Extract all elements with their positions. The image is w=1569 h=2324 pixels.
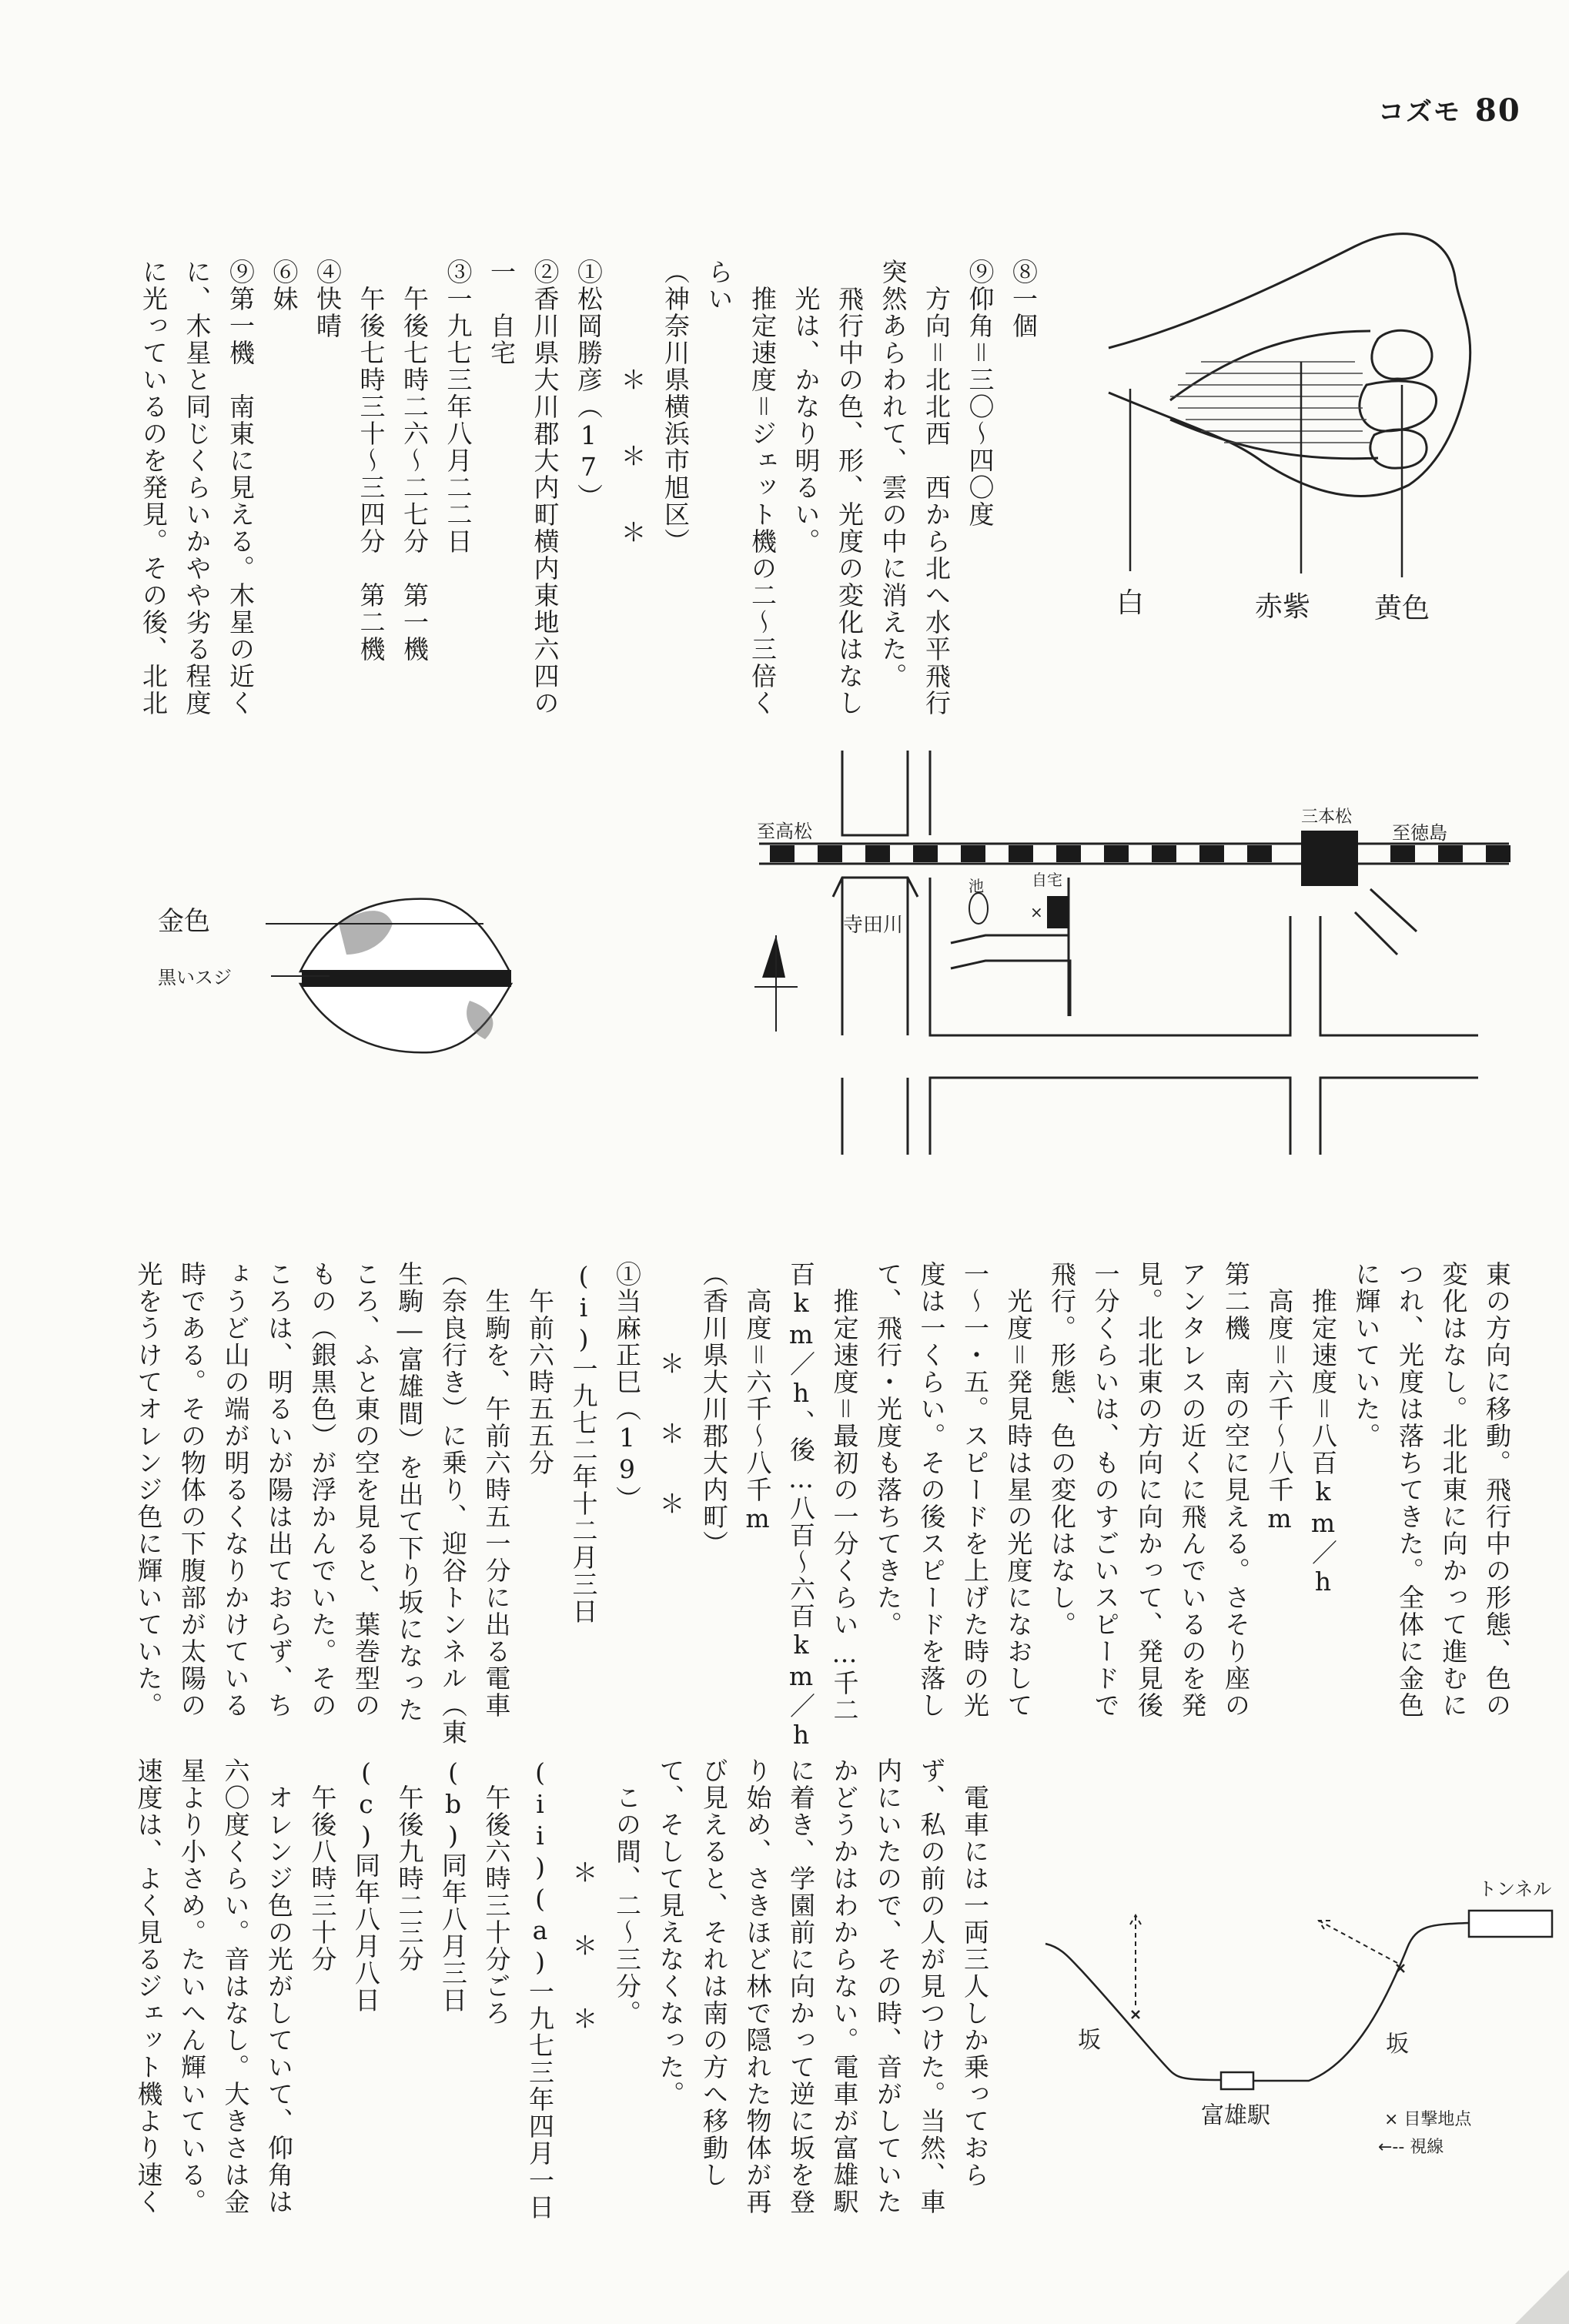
sightline-arrow-1 — [1130, 1915, 1141, 2005]
text-column: ③一九七三年八月二二日 — [443, 259, 473, 555]
sighting-mark-1 — [1132, 2011, 1139, 2018]
area-map — [754, 751, 1510, 1155]
text-column: 午後七時二六～二七分 第一機 — [400, 259, 430, 663]
comet-label-red-purple: 赤紫 — [1255, 591, 1311, 623]
text-column: もの（銀黒色）が浮かんでいた。その — [307, 1261, 338, 1719]
rail-tie — [961, 845, 985, 862]
text-column: つれ、光度は落ちてきた。全体に金色 — [1395, 1261, 1425, 1719]
text-column: 変化はなし。北北東に向かって進むに — [1438, 1261, 1469, 1719]
text-column: 突然あらわれて、雲の中に消えた。 — [878, 259, 908, 690]
text-column: 生駒を、午前六時五一分に出る電車 — [481, 1261, 512, 1719]
rail-tie — [865, 845, 890, 862]
text-column: オレンジ色の光がしていて、仰角は — [264, 1757, 294, 2215]
map-label-home: 自宅 — [1032, 871, 1062, 889]
text-column: 東の方向に移動。飛行中の形態、色の — [1482, 1261, 1512, 1719]
text-column: 時である。その物体の下腹部が太陽の — [177, 1261, 207, 1719]
text-column: 高度＝六千～八千m — [1264, 1261, 1295, 1535]
text-column: ころは、明るいが陽は出ておらず、ち — [264, 1261, 294, 1719]
text-column: 生駒―富雄間）を出て下り坂になった — [394, 1261, 425, 1724]
station-box — [1221, 2072, 1253, 2089]
comet-bubble-top — [1372, 330, 1432, 379]
rail-tie — [1056, 845, 1081, 862]
text-column: この間、二～三分。 — [612, 1757, 642, 2027]
text-column: (c)同年八月八日 — [351, 1757, 381, 2014]
north-arrow-head — [762, 935, 785, 978]
text-column: 第二機 南の空に見える。さそり座の — [1221, 1261, 1251, 1719]
railway-label-tunnel: トンネル — [1478, 1878, 1552, 1900]
rail-tie — [818, 845, 842, 862]
comet-bubble-middle — [1360, 381, 1437, 431]
text-column: (i)一九七二年十二月三日 — [568, 1261, 599, 1625]
text-column: に輝いていた。 — [1351, 1261, 1382, 1450]
text-column: 度は一くらい。その後スピードを落し — [916, 1261, 947, 1719]
text-column: 午後六時三十分ごろ — [481, 1757, 512, 2027]
map-home-mark: × — [1030, 903, 1043, 921]
tunnel-box — [1469, 1911, 1552, 1937]
comet-shading-hatching — [1170, 362, 1370, 443]
text-column: ⑧一個 — [1009, 259, 1039, 339]
text-column: ①松岡勝彦（17） — [574, 259, 604, 510]
text-column: （香川県大川郡大内町） — [699, 1261, 729, 1557]
text-column: 推定速度＝最初の一分くらい…千二 — [829, 1261, 860, 1724]
text-block-top — [132, 259, 1045, 717]
text-column: び見えると、それは南の方へ移動し — [699, 1757, 729, 2189]
text-column: 一～一・五。スピードを上げた時の光 — [960, 1261, 990, 1719]
text-column: ころ、ふと東の空を見ると、葉巻型の — [351, 1261, 381, 1719]
text-column: ⑨仰角＝三〇～四〇度 — [965, 259, 995, 528]
text-column: 高度＝六千～八千m — [742, 1261, 773, 1535]
comet-inner-outline — [1170, 331, 1378, 459]
text-column: 六〇度くらい。音はなし。大きさは金 — [220, 1757, 251, 2215]
text-column: 方向＝北北西 西から北へ水平飛行 — [922, 259, 952, 717]
railway-label-station: 富雄駅 — [1201, 2102, 1270, 2129]
text-column: らい — [704, 259, 734, 313]
text-column: 飛行。形態、色の変化はなし。 — [1047, 1261, 1077, 1638]
text-column: 一 自宅 — [487, 259, 517, 366]
text-column: 午後七時三十～三四分 第二機 — [356, 259, 386, 663]
rail-tie — [1390, 845, 1415, 862]
railway-diagram — [1045, 1911, 1552, 2089]
text-column: （奈良行き）に乗り、迎谷トンネル（東 — [438, 1261, 468, 1746]
text-column: に、木星と同じくらいかやや劣る程度 — [182, 259, 212, 717]
text-column: り始め、さきほど林で隠れた物体が再 — [742, 1757, 773, 2215]
text-column: 午後九時二三分 — [394, 1757, 425, 1973]
text-column: ②香川県大川郡大内町横内東地六四の — [530, 259, 560, 717]
text-column: 光をうけてオレンジ色に輝いていた。 — [133, 1261, 164, 1719]
rail-tie — [770, 845, 795, 862]
section-separator: ＊＊＊ — [568, 1859, 599, 2078]
rail-tie — [1247, 845, 1272, 862]
running-header — [1378, 91, 1521, 129]
comet-label-white: 白 — [1116, 587, 1145, 619]
disc-label-black-stripe: 黒いスジ — [158, 967, 232, 988]
text-column: 推定速度＝ジェット機の二～三倍く — [748, 259, 778, 717]
text-column: て、そして見えなくなった。 — [655, 1757, 686, 2108]
text-column: 午前六時五五分 — [525, 1261, 555, 1476]
text-column: 光は、かなり明るい。 — [791, 259, 821, 555]
map-label-to-takamatsu: 至高松 — [757, 821, 812, 842]
text-column: ょうど山の端が明るくなりかけている — [220, 1261, 251, 1719]
text-column: 星より小さめ。たいへん輝いている。 — [177, 1757, 207, 2215]
railway-legend-sightline: ←-- 視線 — [1378, 2138, 1444, 2157]
text-column: 飛行中の色、形、光度の変化はなし — [835, 259, 865, 717]
rail-tie — [1438, 845, 1463, 862]
rail-tie — [1486, 845, 1510, 862]
disc-black-stripe — [302, 970, 511, 987]
comet-label-yellow: 黄色 — [1374, 593, 1430, 624]
map-label-to-tokushima: 至徳島 — [1392, 822, 1447, 844]
rail-tie — [1199, 845, 1224, 862]
railway-label-slope-right: 坂 — [1386, 2031, 1409, 2058]
text-column: (b)同年八月三日 — [438, 1757, 468, 2014]
railway-legend-sighting: × 目撃地点 — [1384, 2110, 1472, 2129]
text-column: 百km／h、後…八百～六百km／h — [786, 1261, 816, 1751]
text-column: 電車には一両三人しか乗っておら — [960, 1757, 990, 2189]
text-column: 速度は、よく見るジェット機より速く — [133, 1757, 164, 2215]
disc-label-gold: 金色 — [158, 906, 210, 937]
railway-label-slope-left: 坂 — [1078, 2027, 1101, 2054]
text-column: （神奈川県横浜市旭区） — [661, 259, 691, 555]
rail-tie — [1104, 845, 1129, 862]
text-column: ず、私の前の人が見つけた。当然、車 — [916, 1757, 947, 2215]
text-column: ①当麻正巳（19） — [612, 1261, 642, 1513]
text-column: 見。北北東の方向に向かって、発見後 — [1134, 1261, 1164, 1719]
sanbonmatsu-station — [1301, 831, 1358, 886]
page-curl — [1515, 2270, 1569, 2324]
railway-track-ties — [770, 845, 1510, 862]
rail-tie — [1152, 845, 1176, 862]
text-column: 内にいたので、その時、音がしていた — [873, 1757, 903, 2215]
magazine-name: コズモ — [1378, 97, 1461, 128]
comet-outer-outline — [1109, 234, 1470, 497]
page-number: 80 — [1475, 92, 1521, 129]
text-block-middle — [126, 1261, 1518, 1751]
text-column: ⑥妹 — [269, 259, 299, 313]
text-column: (ii)(a)一九七三年四月一日 — [525, 1757, 555, 2221]
text-column: に着き、学園前に向かって逆に坂を登 — [786, 1757, 816, 2215]
text-block-bottom — [126, 1757, 996, 2221]
comet-bubble-bottom — [1370, 430, 1427, 468]
map-label-river: 寺田川 — [843, 914, 904, 937]
section-separator: ＊＊＊ — [617, 366, 647, 595]
map-label-sanbonmatsu: 三本松 — [1301, 808, 1353, 827]
text-column: かどうかはわからない。電車が富雄駅 — [829, 1757, 860, 2215]
text-column: ⑨第一機 南東に見える。木星の近く — [226, 259, 256, 717]
sighting-mark-2 — [1397, 1965, 1404, 1972]
sightline-arrow-2 — [1319, 1921, 1397, 1963]
disc-illustration — [266, 899, 511, 1053]
rail-tie — [1009, 845, 1033, 862]
pond — [969, 893, 988, 924]
text-column: て、飛行・光度も落ちてきた。 — [873, 1261, 903, 1638]
rail-tie — [913, 845, 938, 862]
text-column: 光度＝発見時は星の光度になおして — [1003, 1261, 1034, 1719]
text-column: ④快晴 — [313, 259, 343, 339]
text-column: 推定速度＝八百km／h — [1308, 1261, 1338, 1598]
comet-leader-lines — [1130, 362, 1402, 577]
text-column: に光っているのを発見。その後、北北 — [139, 259, 169, 717]
home-building — [1047, 896, 1069, 928]
text-column: 一分くらいは、ものすごいスピードで — [1090, 1261, 1121, 1719]
text-column: 午後八時三十分 — [307, 1757, 338, 1973]
map-label-pond: 池 — [968, 877, 984, 895]
text-column: アンタレスの近くに飛んでいるのを発 — [1177, 1261, 1208, 1719]
section-separator: ＊＊＊ — [655, 1350, 686, 1560]
